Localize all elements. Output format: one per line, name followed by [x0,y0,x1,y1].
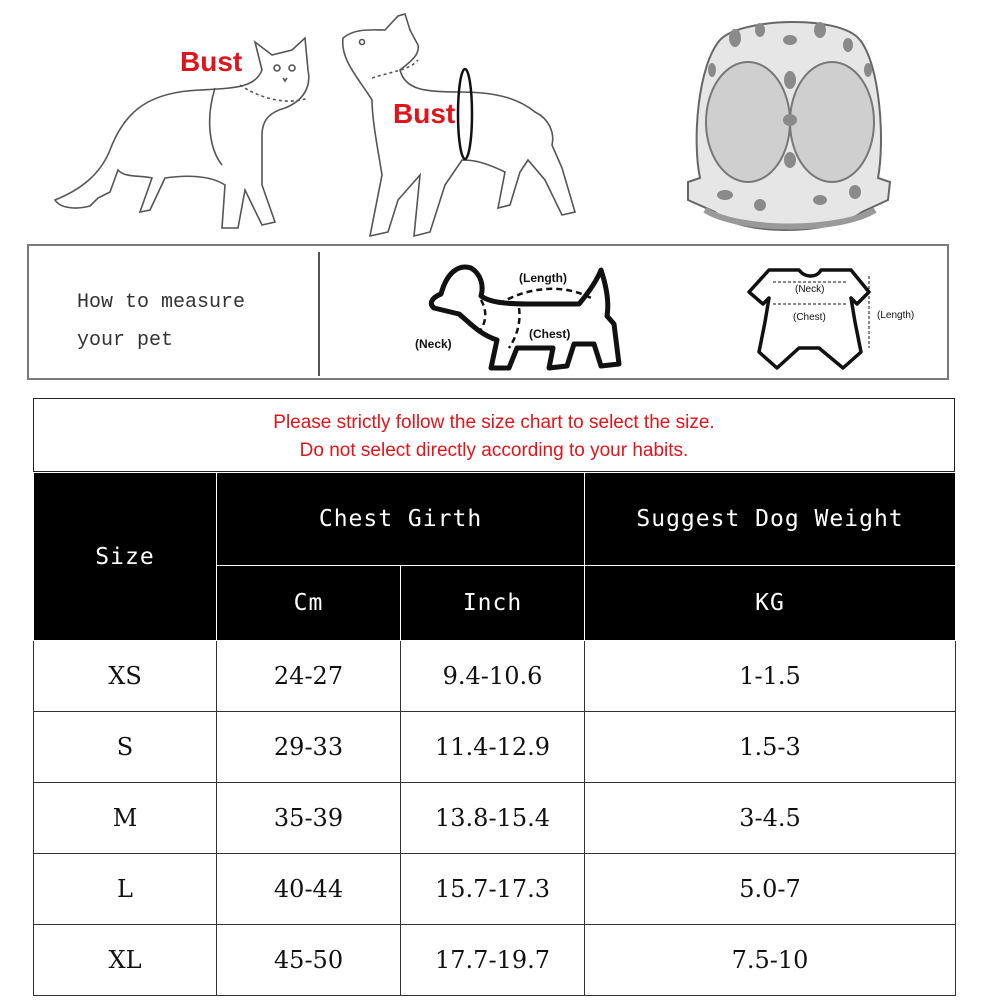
size-cell: XS [34,641,217,712]
kg-cell: 1-1.5 [585,641,956,712]
table-row [34,854,956,925]
inch-cell: 17.7-19.7 [401,925,585,996]
how-to-measure-text [77,284,245,360]
size-chart-body [34,641,956,996]
cm-cell: 35-39 [217,783,401,854]
header-cm: Cm [217,566,401,641]
bust-measure-loop [458,69,472,159]
kg-cell: 5.0-7 [585,854,956,925]
cm-cell: 40-44 [217,854,401,925]
header-weight: Suggest Dog Weight [585,473,956,566]
kg-cell: 7.5-10 [585,925,956,996]
inch-cell: 15.7-17.3 [401,854,585,925]
how-to-measure-panel [27,244,949,380]
shirt-chest-label: (Chest) [793,312,826,323]
table-row [34,641,956,712]
pet-sketches [0,0,1000,240]
inch-cell: 13.8-15.4 [401,783,585,854]
size-cell: S [34,712,217,783]
size-notice [33,398,955,472]
shirt-neck-label: (Neck) [795,284,825,295]
header-size: Size [34,473,217,641]
inch-cell: 9.4-10.6 [401,641,585,712]
notice-line-1: Please strictly follow the size chart to select the size. [273,412,715,433]
measure-diagrams [369,252,949,376]
dog-neck-label: (Neck) [415,337,452,351]
panel-divider [318,252,320,376]
dog-length-label: (Length) [519,271,567,285]
kg-cell: 1.5-3 [585,712,956,783]
inch-cell: 11.4-12.9 [401,712,585,783]
notice-line-2: Do not select directly according to your habits. [299,440,689,461]
table-row [34,712,956,783]
dog-bust-label: Bust [393,98,456,129]
how-to-line-1: How to measure [77,291,246,314]
table-row [34,783,956,854]
harness-product-image [688,22,890,230]
cm-cell: 24-27 [217,641,401,712]
size-chart-header [34,473,956,641]
header-chest-girth: Chest Girth [217,473,585,566]
cm-cell: 29-33 [217,712,401,783]
measurement-illustrations [0,0,1000,240]
header-inch: Inch [401,566,585,641]
kg-cell: 3-4.5 [585,783,956,854]
size-cell: XL [34,925,217,996]
table-row [34,925,956,996]
header-kg: KG [585,566,956,641]
size-chart-table [33,472,956,996]
cm-cell: 45-50 [217,925,401,996]
how-to-line-2: your pet [77,329,174,352]
dog-chest-label: (Chest) [529,327,571,341]
shirt-length-label: (Length) [877,310,915,321]
size-cell: M [34,783,217,854]
cat-bust-label: Bust [180,46,243,77]
size-cell: L [34,854,217,925]
